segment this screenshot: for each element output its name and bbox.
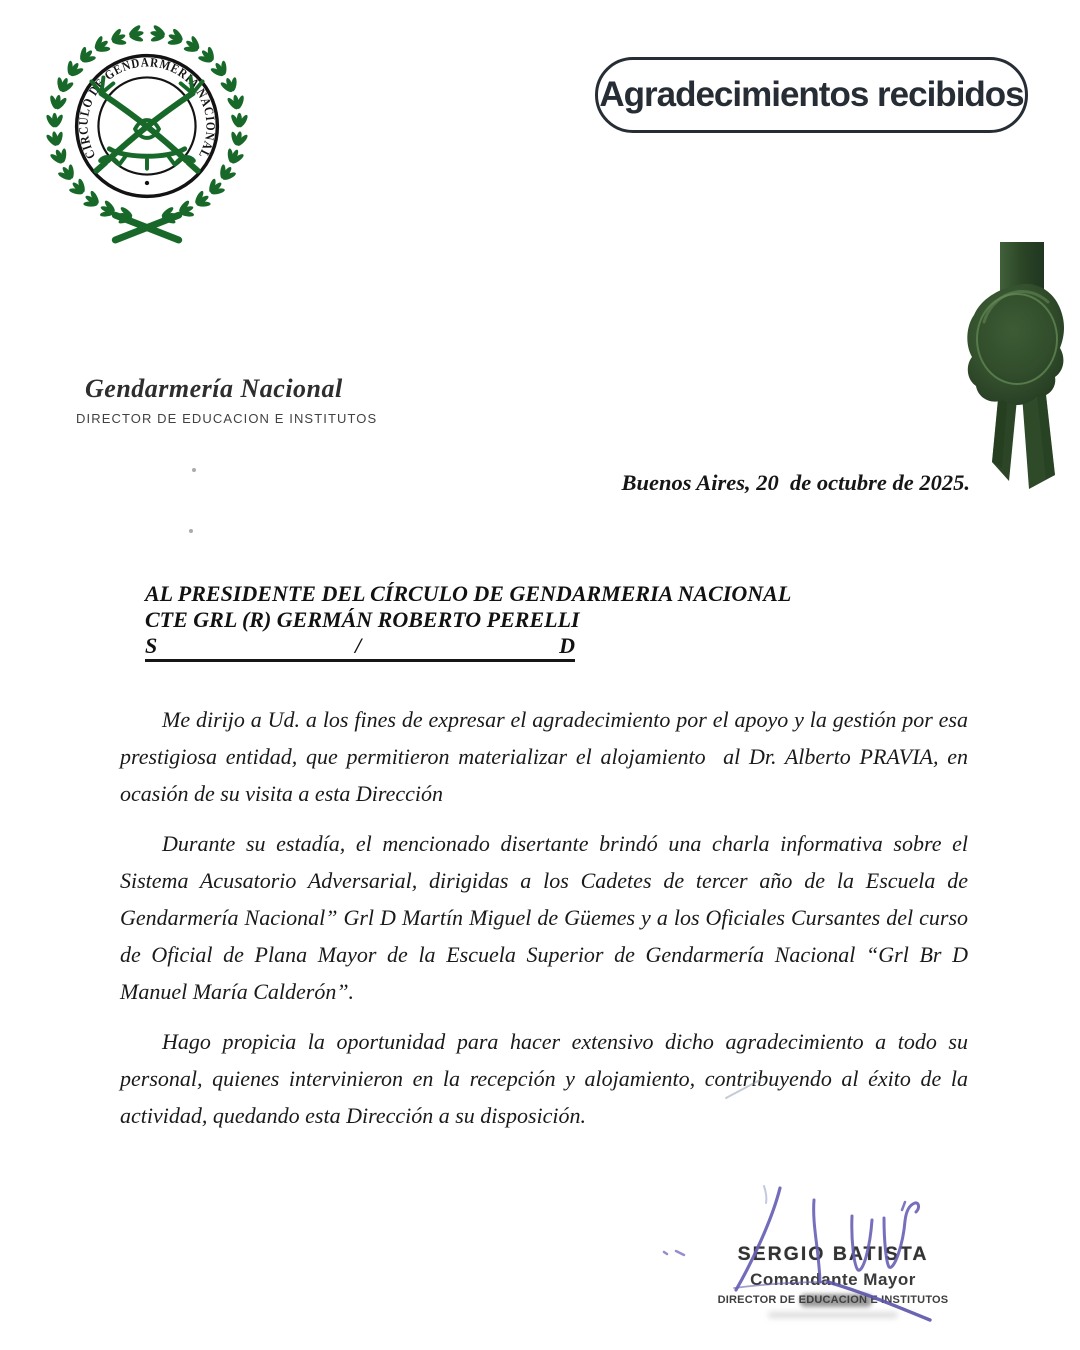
sd-slash: / — [355, 633, 362, 658]
badge-label: Agradecimientos recibidos — [599, 75, 1024, 114]
paragraph-1: Me dirijo a Ud. a los fines de expresar el agradecimiento por el apoyo y la gestión por esa prestigiosa entidad, que permitieron materializar el alojamiento al Dr. Alberto PRAVIA, en ocasión de su visita a esta Dirección — [120, 707, 968, 806]
logo-ring-text: CIRCULO DE GENDARMERIA NACIONAL — [76, 55, 218, 163]
addressee-block — [145, 581, 792, 662]
agradecimientos-badge — [595, 57, 1028, 133]
laurel-wreath-seal-icon — [38, 12, 256, 245]
signer-rank: Comandante Mayor — [750, 1270, 916, 1289]
green-ribbon-seal-icon — [958, 238, 1076, 493]
sd-s: S — [145, 633, 158, 658]
signer-name: SERGIO BATISTA — [737, 1243, 929, 1265]
sd-d: D — [559, 633, 575, 658]
letterhead-org: Gendarmería Nacional — [85, 374, 343, 403]
letterhead-dept: DIRECTOR DE EDUCACION E INSTITUTOS — [76, 411, 378, 426]
addressee-line2: CTE GRL (R) GERMÁN ROBERTO PERELLI — [145, 607, 580, 632]
paragraph-2: Durante su estadía, el mencionado disertante brindó una charla informativa sobre el Sistema Acusatorio Adversarial, dirigidas a los Cadetes de tercer año de la Escuela de Gendarmería Nacional” Grl D Martín Miguel de Güemes y a los Oficiales Cursantes del curso de Oficial de Plana Mayor de la Escuela Superior de Gendarmería Nacional “Grl Br D Manuel María Calderón”. — [120, 831, 968, 1004]
handwritten-signature-icon — [600, 1040, 990, 1340]
scan-speck — [192, 468, 196, 472]
dateline: Buenos Aires, 20 de octubre de 2025. — [621, 470, 970, 495]
addressee-line1: AL PRESIDENTE DEL CÍRCULO DE GENDARMERIA NACIONAL — [145, 581, 792, 606]
signer-title: DIRECTOR DE EDUCACION E INSTITUTOS — [717, 1294, 949, 1306]
scan-speck — [189, 529, 193, 533]
wax-seal — [958, 238, 1076, 493]
paragraph-3: Hago propicia la oportunidad para hacer extensivo dicho agradecimiento a todo su personal, quienes intervinieron en la recepción y alojamiento, contribuyendo al éxito de la actividad, quedando esta Dirección a su disposición. — [120, 1029, 968, 1128]
letterhead — [76, 374, 376, 426]
circulo-gendarmeria-logo — [38, 12, 256, 245]
addressee-sd-line — [145, 634, 575, 662]
